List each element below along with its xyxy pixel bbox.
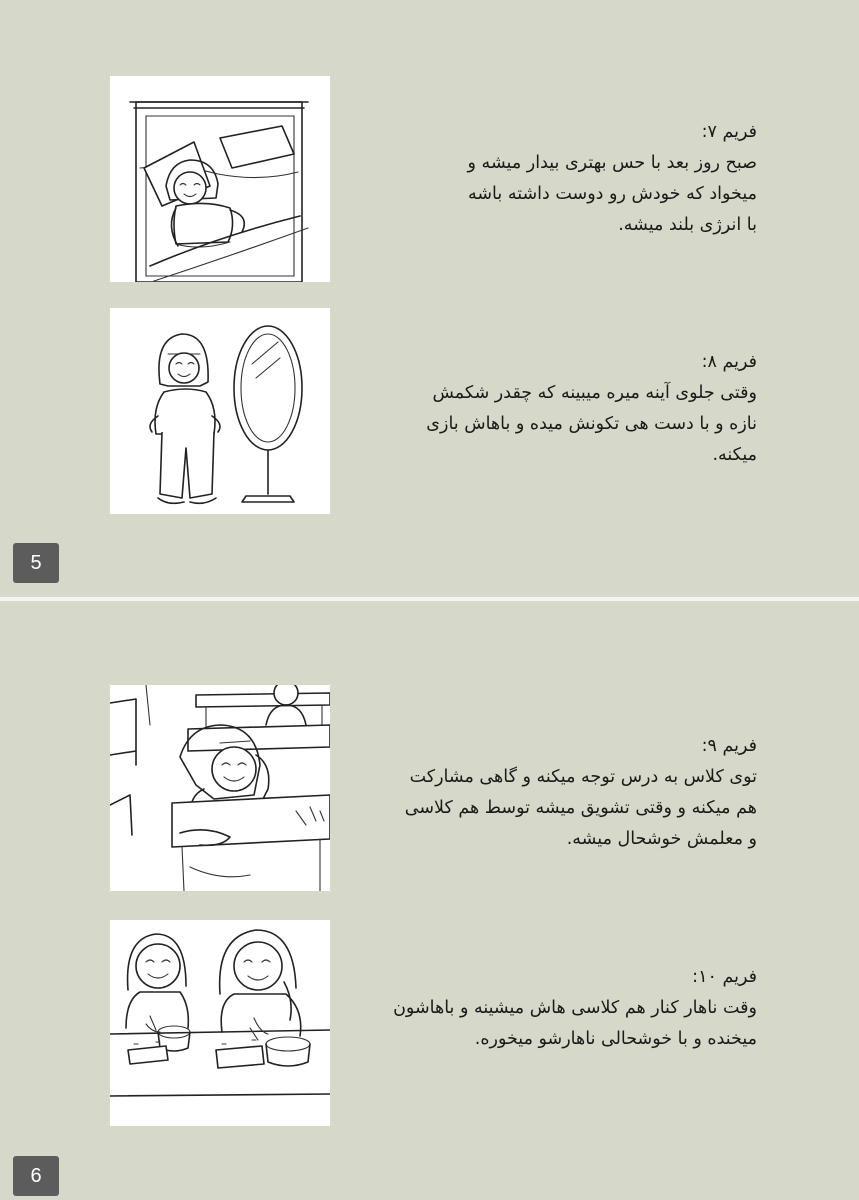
- frame-9-title: فریم ۹:: [701, 736, 757, 756]
- frame-7-caption: [385, 117, 757, 241]
- storyboard-page-6: [0, 601, 859, 1200]
- lunch-illustration-icon: [110, 920, 330, 1126]
- frame-9-illustration: [110, 685, 330, 891]
- bed-illustration-icon: [110, 76, 330, 282]
- mirror-illustration-icon: [110, 308, 330, 514]
- frame-7-illustration: [110, 76, 330, 282]
- frame-7-text: صبح روز بعد با حس بهتری بیدار میشه و میخواد که خودش رو دوست داشته باشه با انرژی بلند میشه.: [467, 153, 757, 235]
- frame-9-text: توی کلاس به درس توجه میکنه و گاهی مشارکت هم میکنه و وقتی تشویق میشه توسط هم کلاسی و معلمش خوشحال میشه.: [404, 767, 757, 849]
- page-number: 5: [13, 543, 59, 583]
- frame-8-title: فریم ۸:: [701, 352, 757, 372]
- page-number: 6: [13, 1156, 59, 1196]
- frame-8-caption: [372, 347, 757, 471]
- frame-10-illustration: [110, 920, 330, 1126]
- classroom-illustration-icon: [110, 685, 330, 891]
- frame-10-text: وقت ناهار کنار هم کلاسی هاش میشینه و باهاشون میخنده و با خوشحالی ناهارشو میخوره.: [393, 998, 757, 1049]
- frame-10-title: فریم ۱۰:: [692, 967, 757, 987]
- frame-10-caption: [337, 962, 757, 1055]
- frame-7-title: فریم ۷:: [701, 122, 757, 142]
- frame-8-text: وقتی جلوی آینه میره میبینه که چقدر شکمش نازه و با دست هی تکونش میده و باهاش بازی میکنه.: [426, 383, 757, 465]
- frame-8-illustration: [110, 308, 330, 514]
- storyboard-page-5: [0, 0, 859, 597]
- frame-9-caption: [355, 731, 757, 855]
